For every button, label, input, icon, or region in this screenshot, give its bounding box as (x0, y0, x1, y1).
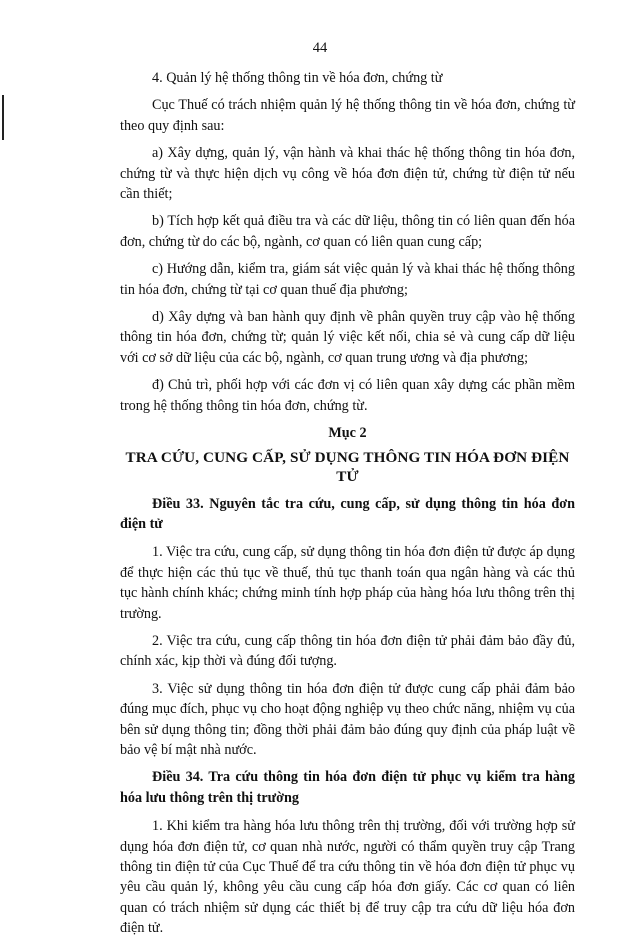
section-4-item-a: a) Xây dựng, quản lý, vận hành và khai thác hệ thống thông tin hóa đơn, chứng từ và thực hiện dịch vụ công về hóa đơn điện tử, chứng từ điện tử nếu cần thiết; (120, 145, 575, 203)
muc-title: TRA CỨU, CUNG CẤP, SỬ DỤNG THÔNG TIN HÓA ĐƠN ĐIỆN TỬ (125, 448, 570, 485)
article-34-paragraph: 1. Khi kiểm tra hàng hóa lưu thông trên thị trường, đối với trường hợp sử dụng hóa đơn điện tử, cơ quan nhà nước, người có thẩm quyền truy cập Trang thông tin điện tử của Cục Thuế để tra cứu thông tin về hóa đơn điện tử phục vụ yêu cầu quản lý, không yêu cầu cung cấp hóa đơn giấy. Các cơ quan có liên quan có trách nhiệm sử dụng các thiết bị để truy cập tra cứu dữ liệu hóa đơn điện tử. (120, 818, 575, 937)
article-33-title: Điều 33. Nguyên tắc tra cứu, cung cấp, sử dụng thông tin hóa đơn điện tử (120, 495, 575, 532)
section-4-title: 4. Quản lý hệ thống thông tin về hóa đơn, chứng từ (152, 70, 443, 86)
scan-edge-mark (2, 95, 4, 140)
section-4-item-b: b) Tích hợp kết quả điều tra và các dữ liệu, thông tin có liên quan đến hóa đơn, chứng từ do các bộ, ngành, cơ quan có liên quan cung cấp; (120, 213, 575, 250)
page-number: 44 (312, 40, 328, 56)
article-33-paragraph: 3. Việc sử dụng thông tin hóa đơn điện tử được cung cấp phải đảm bảo đúng mục đích, phục vụ cho hoạt động nghiệp vụ theo chức năng, nhiệm vụ của bên sử dụng thông tin; đồng thời phải đảm bảo đúng quy định của pháp luật về bảo vệ bí mật nhà nước. (120, 680, 575, 758)
article-34-title: Điều 34. Tra cứu thông tin hóa đơn điện tử phục vụ kiểm tra hàng hóa lưu thông trên thị trường (120, 769, 575, 806)
article-33-paragraph: 1. Việc tra cứu, cung cấp, sử dụng thông tin hóa đơn điện tử được áp dụng để thực hiện các thủ tục về thuế, thủ tục thanh toán qua ngân hàng và các thủ tục hành chính khác; chứng minh tính hợp pháp của hàng hóa lưu thông trên thị trường. (120, 544, 575, 622)
section-4-item-d: d) Xây dựng và ban hành quy định về phân quyền truy cập vào hệ thống thông tin hóa đơn, chứng từ; quản lý việc kết nối, chia sẻ và cung cấp dữ liệu với cơ sở dữ liệu của các bộ, ngành, cơ quan trung ương và địa phương; (120, 309, 575, 366)
section-4-item-c: c) Hướng dẫn, kiểm tra, giám sát việc quản lý và khai thác hệ thống thông tin hóa đơn, chứng từ tại cơ quan thuế địa phương; (120, 261, 575, 298)
section-4-intro: Cục Thuế có trách nhiệm quản lý hệ thống thông tin về hóa đơn, chứng từ theo quy định sau: (120, 97, 575, 134)
document-body (120, 68, 575, 946)
muc-label: Mục 2 (328, 425, 367, 442)
section-4-item-dd: đ) Chủ trì, phối hợp với các đơn vị có liên quan xây dựng các phần mềm trong hệ thống thông tin hóa đơn, chứng từ. (120, 377, 575, 414)
article-33-paragraph: 2. Việc tra cứu, cung cấp thông tin hóa đơn điện tử phải đảm bảo đầy đủ, chính xác, kịp thời và đúng đối tượng. (120, 632, 575, 670)
